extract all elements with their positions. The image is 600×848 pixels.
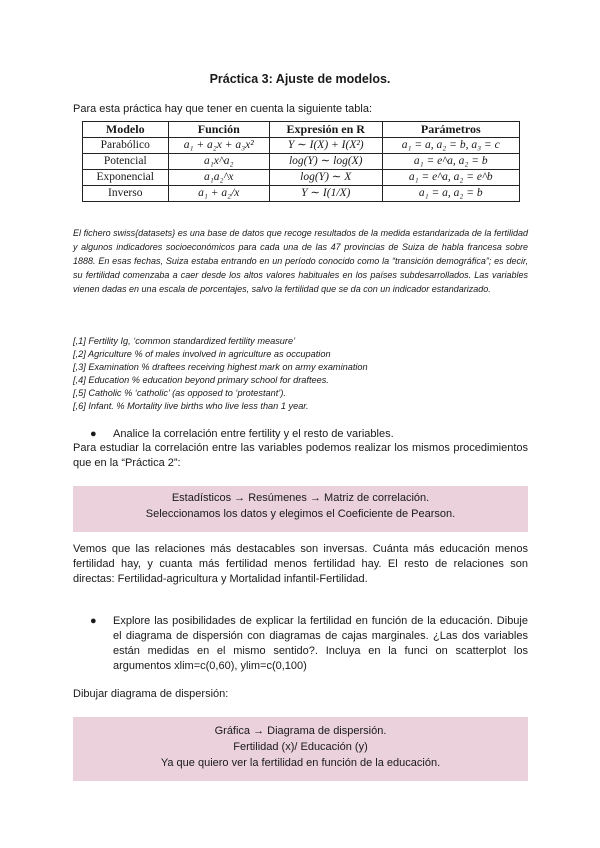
header-expresion: Expresión en R: [270, 122, 383, 138]
header-funcion: Función: [168, 122, 270, 138]
header-parametros: Parámetros: [382, 122, 520, 138]
bullet-scatterplot: [90, 614, 528, 674]
cell-expression: log(Y) ∼ X: [270, 170, 383, 186]
bullet-dot-icon: ●: [90, 615, 97, 627]
relations-paragraph: Vemos que las relaciones más destacables son inversas. Cuánta más educación menos fertilidad hay, y cuanta más fertilidad menos fertilidad hay. El resto de relaciones son directas: Fertilidad-agricultura y Mortalidad infantil-Fertilidad.: [73, 543, 528, 585]
correlation-paragraph: Para estudiar la correlación entre las variables podemos realizar los mismos procedimientos que en la “Práctica 2”:: [73, 442, 528, 469]
bullet-text: Analice la correlación entre fertility y el resto de variables.: [113, 428, 394, 440]
table-row: [83, 186, 520, 202]
bullet-correlation: [90, 427, 528, 442]
cell-parameters: a₁ = a, a₂ = b: [382, 186, 520, 202]
scatter-intro-text: Dibujar diagrama de dispersión:: [73, 688, 229, 700]
cell-function: a₁ + a₂/x: [168, 186, 270, 202]
page-title: Práctica 3: Ajuste de modelos.: [209, 72, 391, 86]
cell-function: a₁ + a₂x + a₃x²: [168, 138, 270, 154]
cell-expression: Y ∼ I(1/X): [270, 186, 383, 202]
variable-item: [,3] Examination % draftees receiving highest mark on army examination: [73, 362, 368, 372]
cell-model: Inverso: [83, 186, 169, 202]
cell-function: a₁x^a₂: [168, 154, 270, 170]
instruction-box-scatter: [73, 717, 528, 781]
models-table: [82, 121, 520, 202]
box-line: Fertilidad (x)/ Educación (y): [233, 741, 368, 753]
header-modelo: Modelo: [83, 122, 169, 138]
variable-item: [,5] Catholic % ‘catholic’ (as opposed to ‘protestant’).: [73, 388, 286, 398]
dataset-description: El fichero swiss{datasets} es una base de datos que recoge resultados de la medida estandarizada de la fertilidad y algunos indicadores socioeconómicos para cada una de las 47 provincias de Suiza de habla francesa sobre 1888. En esas fechas, Suiza estaba entrando en un período conocido como la “transición demográfica”; es decir, su fertilidad comenzaba a caer desde los altos valores habituales en los países subdesarrollados. Las variables vienen dadas en una escala de porcentajes, salvo la fertilidad que se da con un indicador estandarizado.: [73, 228, 528, 294]
instruction-box-correlation: [73, 486, 528, 532]
variable-item: [,6] Infant. % Mortality live births who live less than 1 year.: [73, 401, 309, 411]
cell-expression: Y ∼ I(X) + I(X²): [270, 138, 383, 154]
box-line: Seleccionamos los datos y elegimos el Coeficiente de Pearson.: [145, 508, 456, 520]
cell-expression: log(Y) ∼ log(X): [270, 154, 383, 170]
box-line: Estadísticos → Resúmenes → Matriz de correlación.: [171, 492, 430, 504]
variable-item: [,2] Agriculture % of males involved in agriculture as occupation: [73, 349, 331, 359]
table-header-row: [83, 122, 520, 138]
variable-item: [,1] Fertility Ig, ‘common standardized fertility measure’: [73, 336, 296, 346]
table-row: [83, 154, 520, 170]
intro-text: Para esta práctica hay que tener en cuenta la siguiente tabla:: [73, 103, 373, 115]
bullet-text: Explore las posibilidades de explicar la fertilidad en función de la educación. Dibuje el diagrama de dispersión con diagramas de cajas marginales. ¿Las dos variables están medidas en el mismo sentido?. Incluya en la funci on scatterplot los argumentos xlim=c(0,60), ylim=c(0,100): [113, 615, 528, 672]
cell-parameters: a₁ = e^a, a₂ = b: [382, 154, 520, 170]
cell-model: Parabólico: [83, 138, 169, 154]
cell-model: Exponencial: [83, 170, 169, 186]
table-row: [83, 170, 520, 186]
cell-parameters: a₁ = e^a, a₂ = e^b: [382, 170, 520, 186]
box-line: Gráfica → Diagrama de dispersión.: [214, 725, 387, 737]
variable-item: [,4] Education % education beyond primary school for draftees.: [73, 375, 329, 385]
cell-model: Potencial: [83, 154, 169, 170]
cell-parameters: a₁ = a, a₂ = b, a₃ = c: [382, 138, 520, 154]
cell-function: a₁a₂^x: [168, 170, 270, 186]
bullet-dot-icon: ●: [90, 428, 97, 440]
table-row: [83, 138, 520, 154]
box-line: Ya que quiero ver la fertilidad en función de la educación.: [160, 757, 441, 769]
variable-list: [73, 335, 368, 413]
